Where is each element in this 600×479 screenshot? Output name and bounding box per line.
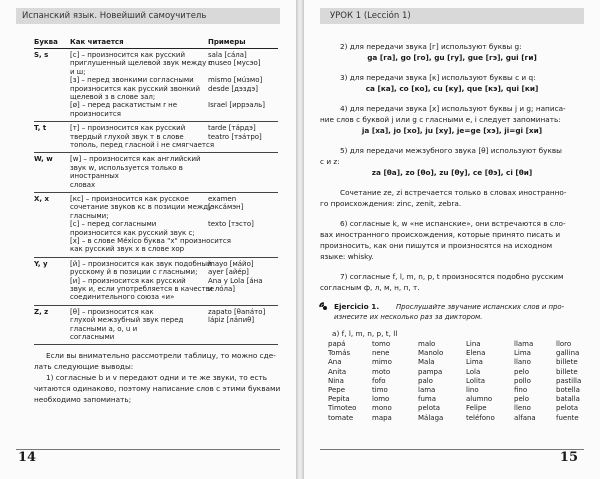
exercise-word: fuma — [418, 395, 437, 404]
table-how-line: и ш; — [70, 67, 86, 76]
table-letter: Y, y — [34, 259, 48, 268]
table-example-line: texto [тэсто] — [208, 220, 254, 229]
exercise-word: alfana — [514, 413, 536, 422]
bottom-rule-right — [320, 449, 584, 450]
rule-line: 7) согласные f, l, m, n, p, t произносятся подобно русским — [340, 272, 564, 281]
exercise-word: fofo — [372, 376, 386, 385]
rule-line: согласным ф, л, м, н, п, т. — [320, 283, 420, 292]
running-head-left: Испанский язык. Новейший самоучитель — [16, 8, 280, 24]
table-row-rule — [34, 344, 278, 345]
exercise-word: mimo — [372, 358, 392, 367]
table-example-line: mismo [мúзмо] — [208, 76, 263, 85]
table-how-line: иностранных — [70, 172, 119, 181]
table-example-line: mayo [мáйо] — [208, 259, 254, 268]
table-how-line: [х] – в слове México буква "x" произносится — [70, 237, 231, 245]
exercise-word: mono — [372, 404, 392, 413]
page-number-left: 14 — [18, 450, 37, 465]
table-row-rule — [34, 257, 278, 258]
table-header-letter: Буква — [34, 38, 58, 46]
exercise-word: Tomás — [328, 349, 351, 358]
rule-line: го происхождения: zinc, zenit, zebra. — [320, 199, 462, 208]
exercise-word: billete — [556, 367, 578, 376]
rule-line: 3) для передачи звука [к] используют буквы c и q: — [340, 73, 536, 82]
table-how-line: [кс] – произносится как русское — [70, 195, 189, 203]
table-letter: S, s — [34, 51, 49, 59]
exercise-word: fuente — [556, 413, 579, 422]
exercise-word: Lolita — [466, 376, 485, 385]
table-example-line: museo [мусэо] — [208, 59, 261, 68]
table-example-line: desde [дэздэ] — [208, 84, 258, 93]
rule-line: 5) для передачи межзубного звука [θ] используют буквы — [340, 146, 562, 155]
exercise-word: pelota — [418, 404, 441, 413]
table-header-how: Как читается — [70, 38, 124, 46]
table-how-line: русскому й в позиции с гласными; — [70, 268, 198, 277]
exercise-word: pastilla — [556, 376, 582, 385]
exercise-word: Anita — [328, 367, 347, 376]
exercise-word: botella — [556, 386, 580, 394]
table-how-line: [w] – произносится как английский — [70, 155, 201, 164]
exercise-word: tomate — [328, 413, 354, 422]
table-example-line: ayer [айéр] — [208, 268, 249, 277]
exercise-instruction: Прослушайте звучание испанских слов и про- — [396, 303, 565, 311]
table-how-line: словах — [70, 180, 96, 189]
exercise-word: Málaga — [418, 413, 444, 422]
exercise-word: billete — [556, 358, 578, 367]
conclusion-line: лать следующие выводы: — [34, 362, 134, 372]
table-how-line: тополь, перед гласной i не смягчается — [70, 141, 215, 149]
table-how-line: гласными a, o, u и — [70, 324, 138, 333]
exercise-word: pelo — [514, 395, 529, 404]
exercise-word: fino — [514, 386, 528, 394]
conclusion-line: необходимо запоминать; — [34, 395, 132, 405]
rule-line: 2) для передачи звука [г] используют буквы g: — [340, 42, 522, 51]
rule-line: вах иностранного происхождения, которые принято писать и — [320, 230, 561, 239]
table-row-rule — [34, 192, 278, 193]
exercise-title: Ejercicio 1. — [334, 302, 380, 311]
exercise-section-label: a) f, l, m, n, p, t, ll — [332, 329, 398, 338]
table-how-line: [и] – произносится как русский — [70, 276, 186, 285]
table-how-line: произносится как русский звук с; — [70, 228, 195, 237]
exercise-word: gallina — [556, 349, 580, 358]
exercise-word: tomo — [372, 340, 391, 348]
exercise-word: Ana — [328, 358, 342, 367]
table-how-line: сочетание звуков кс в позиции между — [70, 203, 213, 212]
rule-line: 6) согласные k, w «не испанские», они встречаются в сло- — [340, 219, 566, 228]
table-header-rule — [34, 48, 278, 49]
exercise-word: lama — [418, 386, 436, 394]
exercise-instruction: изнесите их несколько раз за диктором. — [334, 313, 483, 321]
exercise-word: timo — [372, 386, 388, 394]
exercise-word: teléfono — [466, 413, 495, 422]
table-example-line: sala [сáла] — [208, 51, 247, 59]
conclusion-line: Если вы внимательно рассмотрели таблицу, то можно сде- — [46, 351, 276, 361]
exercise-word: Mala — [418, 358, 435, 367]
table-how-line: [т] – произносится как русский — [70, 124, 186, 133]
table-how-line: звук w, используется только в — [70, 163, 183, 172]
table-example-line: Israel [иррэаль] — [208, 101, 265, 110]
table-how-line: как русский звук х в слове хор — [70, 245, 185, 254]
table-how-line: согласными — [70, 333, 115, 341]
exercise-word: malo — [418, 340, 436, 348]
table-how-line: глухой межзубный звук перед — [70, 316, 184, 325]
table-example-line: [эксáмэн] — [208, 203, 244, 212]
exercise-word: Pepita — [328, 395, 350, 404]
table-how-line: [с] – произносится как русский — [70, 51, 186, 59]
exercise-word: Manolo — [418, 349, 444, 358]
exercise-word: papá — [328, 340, 346, 348]
table-example-line: zapato [θапáто] — [208, 307, 266, 316]
exercise-word: lino — [466, 386, 479, 394]
table-row-rule — [34, 152, 278, 153]
exercise-word: pelo — [514, 367, 529, 376]
table-example-line: teatro [тэáтро] — [208, 132, 262, 141]
table-header-examples: Примеры — [208, 38, 246, 46]
audio-icon — [318, 301, 330, 313]
table-example-line: и лóла] — [208, 285, 236, 293]
table-letter: W, w — [34, 155, 53, 164]
table-how-line: [ø] – перед раскатистым r не — [70, 101, 178, 110]
exercise-word: lloro — [556, 340, 572, 348]
table-example-line: tarde [тáрдэ] — [208, 124, 256, 133]
running-head-right: УРОК 1 (Lección 1) — [320, 8, 584, 24]
rule-line: c и z: — [320, 157, 340, 166]
table-letter: X, x — [34, 195, 50, 203]
left-page — [0, 0, 296, 479]
table-how-line: соединительного союза «и» — [70, 293, 175, 302]
page-number-right: 15 — [559, 450, 578, 465]
rule-line: языке: whisky. — [320, 252, 374, 261]
exercise-word: Pepe — [328, 386, 346, 394]
exercise-word: moto — [372, 367, 391, 376]
rule-line: ние слов с буквой j или g с гласными e, i следует запоминать: — [320, 115, 561, 124]
exercise-word: Lima — [514, 349, 531, 358]
exercise-word: Lina — [466, 340, 481, 348]
exercise-word: Felipe — [466, 404, 487, 413]
rule-example-line: za [θа], zo [θо], zu [θу], ce [θэ], ci [θи] — [371, 168, 533, 177]
conclusion-line: читаются одинаково, поэтому написание слов с этими буквами — [34, 384, 281, 394]
exercise-word: llama — [514, 340, 534, 348]
table-how-line: [з] – перед звонкими согласными — [70, 76, 194, 85]
table-letter: T, t — [34, 124, 47, 133]
table-how-line: твердый глухой звук т в слове — [70, 132, 184, 141]
rule-example-line: ja [ха], jo [хо], ju [ху], je=ge [хэ], ji=gi [хи] — [361, 126, 543, 135]
table-example-line: examen — [208, 195, 237, 203]
rule-example-line: ca [ка], co [ко], cu [ку], que [кэ], qui [ки] — [365, 84, 539, 93]
table-how-line: щелевой з в слове зал; — [70, 93, 156, 101]
table-how-line: [с] – перед согласными — [70, 220, 157, 229]
exercise-word: lomo — [372, 395, 390, 404]
right-page — [304, 0, 600, 479]
table-how-line: [θ] – произносится как — [70, 307, 154, 316]
rule-line: Сочетание ze, zi встречается только в словах иностранно- — [340, 188, 567, 197]
rule-line: произносить, как они пишутся и произносятся на исходном — [320, 241, 553, 250]
exercise-word: alumno — [466, 395, 493, 404]
exercise-word: lleno — [514, 404, 531, 413]
table-how-line: произносится — [70, 109, 121, 118]
exercise-word: pollo — [514, 376, 531, 385]
conclusion-line: 1) согласные b и v передают одни и те же звуки, то есть — [46, 373, 268, 383]
exercise-word: nene — [372, 349, 390, 358]
exercise-word: Elena — [466, 349, 486, 358]
exercise-word: batalla — [556, 395, 580, 404]
table-how-line: приглушенный щелевой звук между с — [70, 59, 213, 68]
exercise-word: pampa — [418, 367, 443, 376]
table-row-rule — [34, 121, 278, 122]
exercise-word: mapa — [372, 413, 392, 422]
bottom-rule-left — [16, 449, 280, 450]
exercise-word: Timoteo — [328, 404, 357, 413]
exercise-word: Lola — [466, 367, 481, 376]
rule-line: 4) для передачи звука [х] используют буквы j и g; написа- — [340, 104, 566, 113]
table-how-line: [й] – произносится как звук подобный — [70, 259, 212, 268]
table-example-line: Ana y Lola [áна — [208, 276, 263, 285]
rule-example-line: ga [га], go [го], gu [гу], gue [гэ], gui [ги] — [367, 53, 537, 62]
table-how-line: гласными; — [70, 211, 109, 220]
exercise-word: llano — [514, 358, 531, 367]
table-how-line: произносится как русский звонкий — [70, 84, 201, 93]
book-gutter — [296, 0, 304, 479]
table-how-line: звук и, если употребляется в качестве — [70, 285, 215, 293]
table-letter: Z, z — [34, 307, 49, 316]
exercise-word: pelota — [556, 404, 579, 413]
exercise-word: Nina — [328, 376, 344, 385]
exercise-word: Lima — [466, 358, 483, 367]
table-example-line: lápiz [лáпиθ] — [208, 316, 255, 325]
exercise-word: palo — [418, 376, 433, 385]
table-row-rule — [34, 305, 278, 306]
